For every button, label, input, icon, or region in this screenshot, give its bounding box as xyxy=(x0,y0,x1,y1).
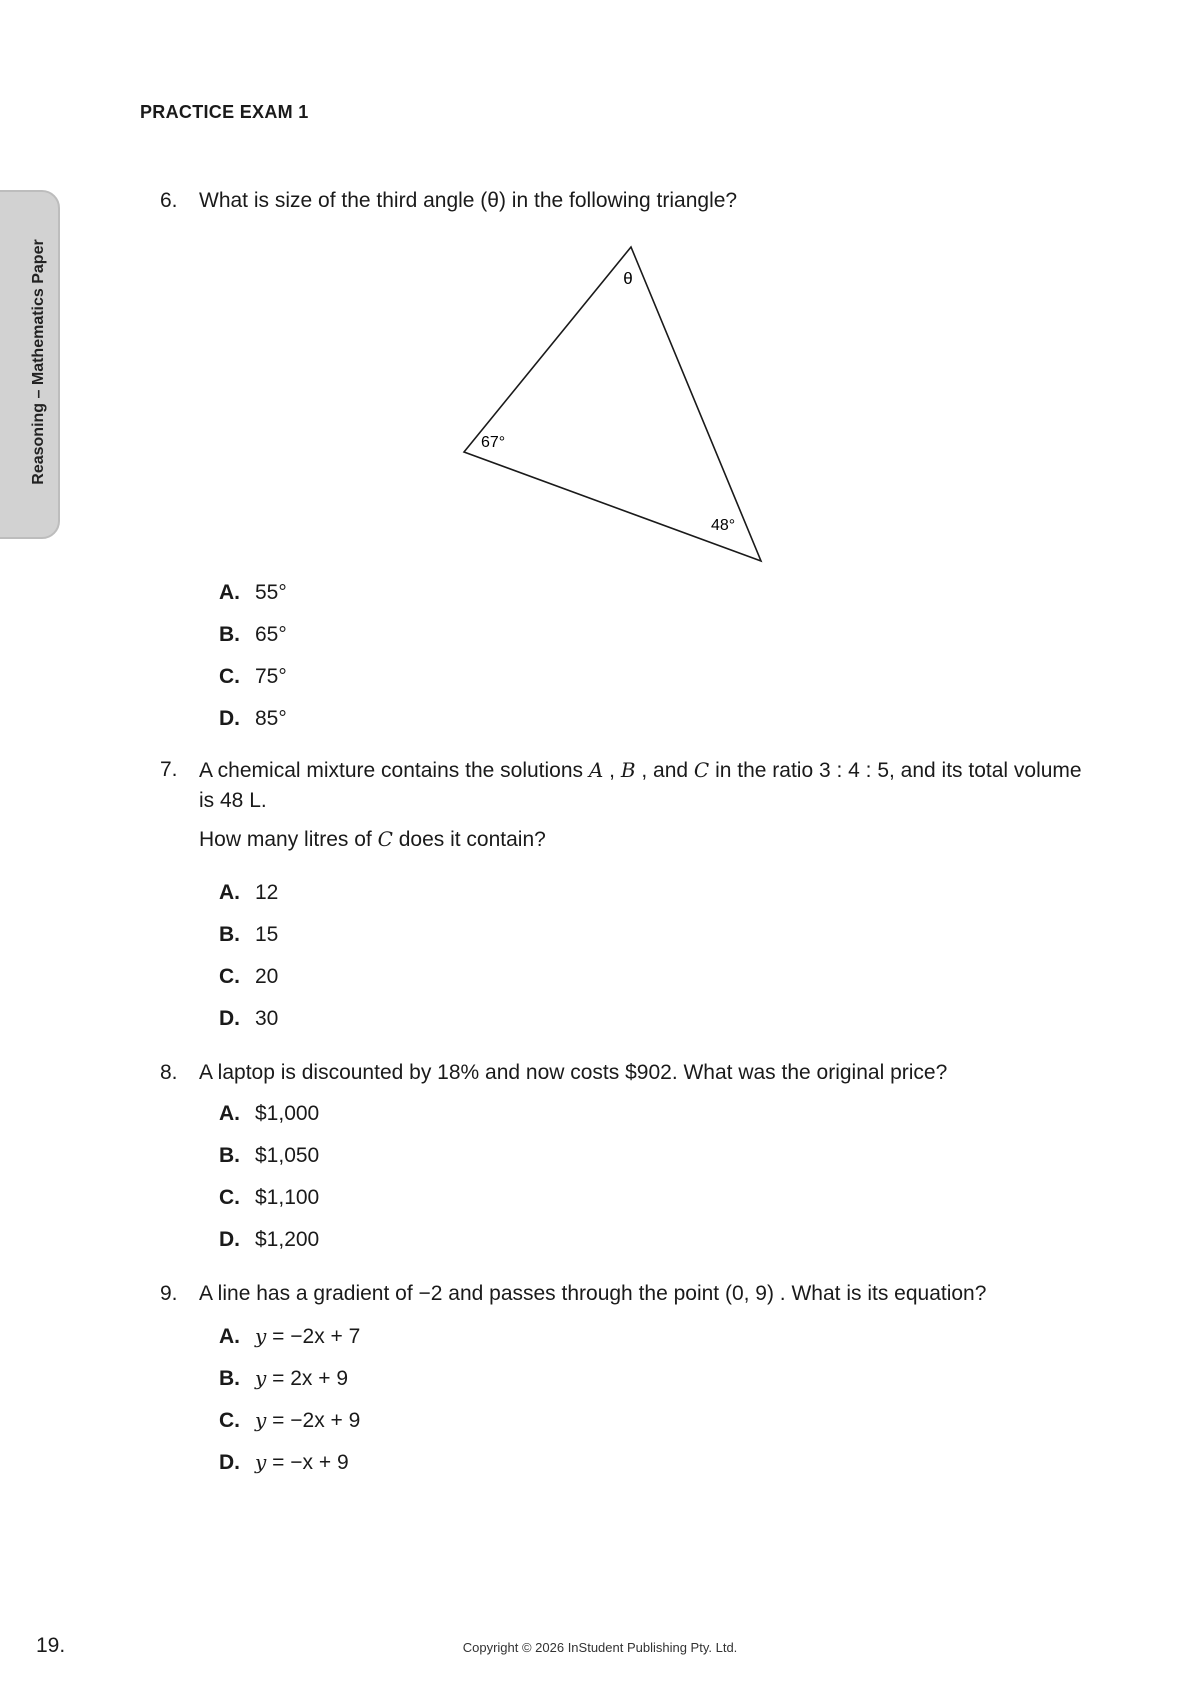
copyright-notice: Copyright © 2026 InStudent Publishing Pty. Ltd. xyxy=(462,1640,738,1655)
angle-right-label: 48° xyxy=(711,517,736,534)
option-b[interactable]: B. y = 2x + 9 xyxy=(219,1366,349,1390)
side-tab-label: Reasoning – Mathematics Paper xyxy=(30,239,47,485)
option-d[interactable]: D. y = −x + 9 xyxy=(219,1450,349,1474)
option-b[interactable]: B. $1,050 xyxy=(219,1144,320,1167)
triangle-shape xyxy=(464,247,761,561)
question-number: 8. xyxy=(160,1061,178,1084)
option-a[interactable]: A. 12 xyxy=(219,881,279,904)
angle-left-label: 67° xyxy=(481,434,506,451)
options-q8 xyxy=(219,1099,319,1267)
option-d[interactable]: D. $1,200 xyxy=(219,1228,320,1251)
question-number: 9. xyxy=(160,1282,178,1305)
angle-top-label: θ xyxy=(623,269,633,288)
option-c[interactable]: C. 75° xyxy=(219,665,287,688)
option-a[interactable]: A. 55° xyxy=(219,581,287,604)
option-c[interactable]: C. y = −2x + 9 xyxy=(219,1408,361,1432)
option-c[interactable]: C. 20 xyxy=(219,965,279,988)
question-text: A laptop is discounted by 18% and now costs $902. What was the original price? xyxy=(199,1061,948,1084)
question-text: What is size of the third angle (θ) in the following triangle? xyxy=(199,189,738,212)
option-d[interactable]: D. 30 xyxy=(219,1007,279,1030)
variable-b: B xyxy=(620,758,636,782)
option-c[interactable]: C. $1,100 xyxy=(219,1186,320,1209)
question-subtext: How many litres of C does it contain? xyxy=(199,827,546,851)
variable-c: C xyxy=(693,758,710,782)
triangle-diagram xyxy=(455,240,785,570)
option-b[interactable]: B. 15 xyxy=(219,923,279,946)
option-d[interactable]: D. 85° xyxy=(219,707,287,730)
option-a[interactable]: A. y = −2x + 7 xyxy=(219,1324,361,1348)
variable-a: A xyxy=(588,758,604,782)
page-header: PRACTICE EXAM 1 xyxy=(140,102,309,122)
options-q7 xyxy=(219,878,278,1046)
question-text: A chemical mixture contains the solutions A , B , and C in the ratio 3 : 4 : 5, and its total volume is 48 L. How many litres of C does it contain? xyxy=(199,755,1089,855)
page-number: 19. xyxy=(36,1634,66,1657)
question-number: 7. xyxy=(160,758,178,781)
option-b[interactable]: B. 65° xyxy=(219,623,287,646)
options-q9 xyxy=(219,1321,360,1489)
options-q6 xyxy=(219,578,287,746)
question-number: 6. xyxy=(160,189,178,212)
question-text: A line has a gradient of −2 and passes through the point (0, 9) . What is its equation? xyxy=(199,1282,987,1305)
option-a[interactable]: A. $1,000 xyxy=(219,1102,320,1125)
